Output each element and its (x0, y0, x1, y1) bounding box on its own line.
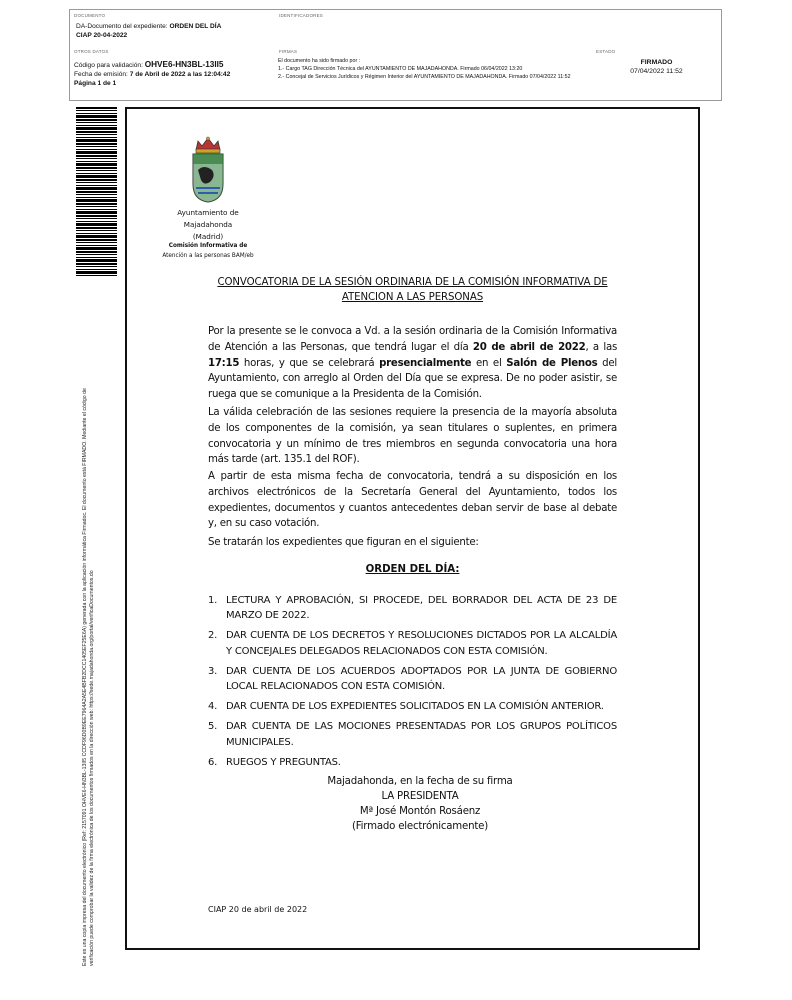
barcode (76, 107, 117, 276)
session-time: 17:15 (208, 357, 240, 369)
verification-line-1: Este es una copia impresa del documento electrónico (Ref: 2157091 OHVE6-HN3BL-13II5 CCDF96D0B9EE7964A2A5E4BFB2DCC1405EF25E6A) generada con la aplicación informática Firmadoc. El documento está FIRMADO. Mediante el código de (82, 388, 88, 966)
agenda-item-text: LECTURA Y APROBACIÓN, SI PROCEDE, DEL BORRADOR DEL ACTA DE 23 DE MARZO DE 2022. (226, 595, 617, 622)
agenda-list (208, 593, 617, 775)
agenda-item-number: 1. (208, 595, 218, 606)
page-count: Página 1 de 1 (74, 80, 117, 87)
session-mode: presencialmente (379, 357, 472, 369)
validation-code: OHVE6-HN3BL-13II5 (144, 60, 224, 69)
emission-date-label: Fecha de emisión: (74, 71, 130, 78)
agenda-item (208, 593, 617, 624)
agenda-heading: ORDEN DEL DÍA: (365, 564, 460, 575)
p1-text-a: Por la presente se le convoca a Vd. a la sesión ordinaria de la Comisión Informativa de Atención a las Personas, que tendrá lugar el día (208, 326, 617, 353)
documento-caption: DOCUMENTO (74, 13, 106, 18)
firma-entry-2: 2.- Concejal de Servicios Jurídicos y Régimen Interior del AYUNTAMIENTO DE MAJADAHONDA. Firmado 07/04/2022 11:52 (278, 74, 571, 80)
session-date: 20 de abril de 2022 (472, 341, 586, 353)
p1-text-e: del Ayuntamiento, con arreglo al Orden del Día que se expresa. De no poder asistir, se ruega que se comunique a la Presidenta de la Comisión. (208, 357, 617, 401)
commission-name: Comisión Informativa de (168, 243, 248, 249)
validation-code-label: Código para validación: (74, 62, 145, 69)
org-name-line-3: (Madrid) (192, 232, 224, 241)
estado-value: FIRMADO (640, 59, 673, 66)
agenda-item (208, 628, 617, 659)
signature-note: (Firmado electrónicamente) (351, 821, 488, 832)
documento-line (76, 23, 221, 30)
estado-cell (592, 46, 721, 100)
verification-line-2: verificación puede comprobar la validez de la firma electrónica de los documentos firmados en la dirección web: https://sede.majadahonda.org/portal/verificaDocumentos.do (88, 570, 95, 966)
signature-role: LA PRESIDENTA (381, 791, 459, 802)
documento-reference: CIAP 20-04-2022 (76, 32, 128, 39)
agenda-item (208, 755, 617, 770)
emission-date-line (74, 71, 230, 78)
verification-vertical-text (82, 296, 96, 966)
firmas-intro: El documento ha sido firmado por : (278, 58, 361, 64)
paragraph-documents: A partir de esta misma fecha de convocatoria, tendrá a su disposición en los archivos electrónicos de la Secretaría General del Ayuntamiento, todos los expedientes, documentos y cuantos antecedentes deban servir de base al debate y, en su caso votación. (208, 471, 617, 530)
p1-text-c: horas, y que se celebrará (239, 357, 380, 369)
documento-type: ORDEN DEL DÍA (169, 23, 222, 30)
firma-entry-1: 1.- Cargo TAG Dirección Técnica del AYUNTAMIENTO DE MAJADAHONDA. Firmado 06/04/2022 13:20 (278, 66, 523, 72)
signature-place-date: Majadahonda, en la fecha de su firma (327, 776, 513, 787)
commission-subtitle: Atención a las personas BAM/eb (162, 253, 254, 259)
agenda-item-number: 6. (208, 756, 218, 768)
document-header-table (69, 9, 722, 101)
org-name-line-1: Ayuntamiento de (177, 208, 239, 217)
estado-caption: ESTADO (596, 49, 616, 54)
agenda-item-text: DAR CUENTA DE LOS ACUERDOS ADOPTADOS POR LA JUNTA DE GOBIERNO LOCAL RELACIONADOS CON ESTA COMISIÓN. (226, 665, 617, 693)
agenda-item-text: DAR CUENTA DE LOS EXPEDIENTES SOLICITADOS EN LA COMISIÓN ANTERIOR. (226, 701, 604, 713)
org-name-line-2: Majadahonda (183, 220, 233, 229)
emission-date: 7 de Abril de 2022 a las 12:04:42 (129, 71, 231, 78)
paragraph-intro-agenda: Se tratarán los expedientes que figuran en el siguiente: (208, 537, 479, 548)
estado-date: 07/04/2022 11:52 (630, 68, 683, 75)
session-place: Salón de Plenos (506, 357, 598, 369)
p1-text-d: en el (471, 357, 507, 369)
signature-name: Mª José Montón Rosáenz (359, 806, 481, 817)
agenda-item-text: DAR CUENTA DE LOS DECRETOS Y RESOLUCIONES DICTADOS POR LA ALCALDÍA Y CONCEJALES DELEGADOS RELACIONADOS CON ESTA COMISIÓN. (226, 630, 617, 657)
agenda-item-number: 5. (208, 721, 218, 733)
page-footer: CIAP 20 de abril de 2022 (208, 905, 308, 914)
documento-cell (70, 10, 275, 46)
paragraph-quorum: La válida celebración de las sesiones requiere la presencia de la mayoría absoluta de los componentes de la comisión, ya sean titulares o suplentes, en primera convocatoria y un mínimo de tres miembros en segunda convocatoria una hora más tarde (art. 135.1 del ROF). (208, 407, 617, 466)
agenda-item-text: RUEGOS Y PREGUNTAS. (226, 756, 341, 768)
documento-prefix: DA-Documento del expediente: (76, 23, 170, 30)
agenda-item-number: 4. (208, 701, 218, 713)
validation-code-line (74, 60, 223, 69)
document-title-line-2: ATENCION A LAS PERSONAS (341, 292, 484, 303)
agenda-item (208, 664, 617, 695)
agenda-item-number: 3. (208, 665, 218, 677)
paragraph-convocation (208, 324, 617, 403)
p1-text-b: , a las (585, 341, 618, 353)
firmas-caption: FIRMAS (279, 49, 298, 54)
otros-datos-caption: OTROS DATOS (74, 49, 109, 54)
coat-of-arms-logo (190, 136, 226, 204)
agenda-item-text: DAR CUENTA DE LAS MOCIONES PRESENTADAS POR LOS GRUPOS POLÍTICOS MUNICIPALES. (226, 721, 617, 748)
agenda-item (208, 699, 617, 714)
agenda-item-number: 2. (208, 630, 218, 642)
document-title-line-1: CONVOCATORIA DE LA SESIÓN ORDINARIA DE LA COMISIÓN INFORMATIVA DE (217, 277, 608, 288)
identificadores-cell (275, 10, 721, 46)
identificadores-caption: IDENTIFICADORES (279, 13, 324, 18)
firmas-cell (275, 46, 592, 100)
otros-datos-cell (70, 46, 275, 100)
agenda-item (208, 719, 617, 750)
